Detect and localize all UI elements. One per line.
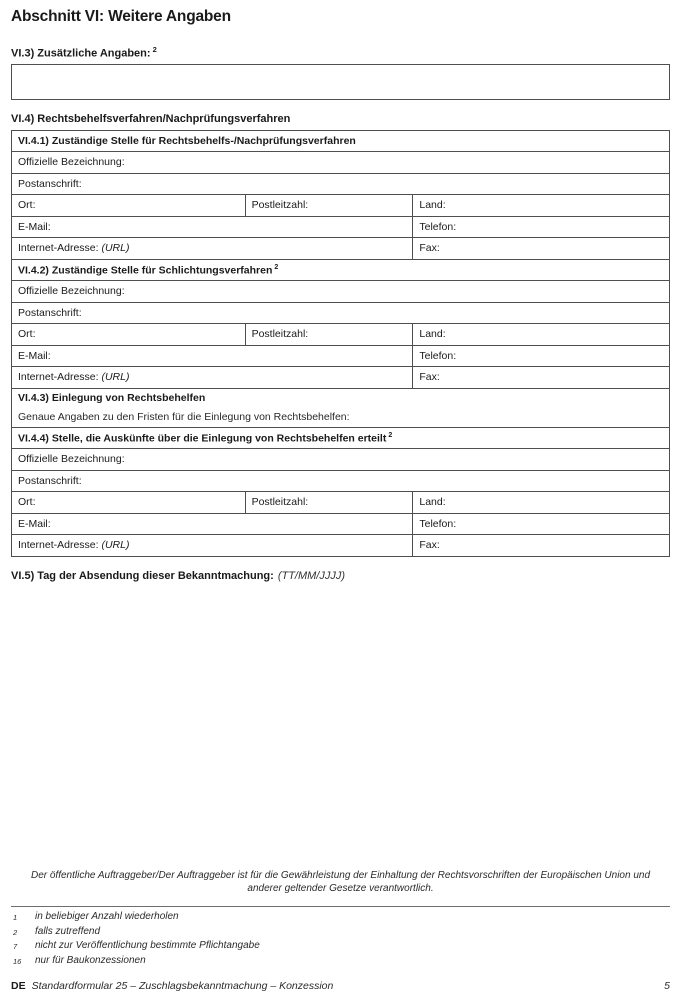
vi44-town-field: Ort: [12,492,246,514]
table-row [12,302,670,324]
vi44-postal-code-field: Postleitzahl: [245,492,413,514]
vi42-block-title: VI.4.2) Zuständige Stelle für Schlichtungsverfahren $^2$ [12,259,670,281]
vi42-town-field: Ort: [12,324,246,346]
url-hint: (URL) [101,371,130,384]
vi41-email-field: E-Mail: [12,216,413,238]
footnote-item [11,910,670,925]
vi44-phone-field: Telefon: [413,513,670,535]
page-footer [11,980,670,992]
section-vi5 [11,570,670,582]
vi43-deadline-info-field: Genaue Angaben zu den Fristen für die Einlegung von Rechtsbehelfen: [18,410,350,423]
table-row [12,513,670,535]
responsibility-disclaimer: Der öffentliche Auftraggeber/Der Auftraggeber ist für die Gewährleistung der Einhaltung der Rechtsvorschriften der Europäischen Union und anderer geltender Gesetze verantwortlich. [30,870,651,894]
table-row [12,216,670,238]
vi41-block-title: VI.4.1) Zuständige Stelle für Rechtsbehelfs-/Nachprüfungsverfahren [12,130,670,152]
table-row [12,388,670,427]
footnotes-list [11,910,670,968]
footnote-item [11,954,670,969]
vi3-label-text: VI.3) Zusätzliche Angaben: [11,47,151,60]
vi44-fax-field: Fax: [413,535,670,557]
table-row [12,535,670,557]
table-row [12,152,670,174]
vi42-postal-code-field: Postleitzahl: [245,324,413,346]
vi41-official-name-field: Offizielle Bezeichnung: [12,152,670,174]
footnote-text: in beliebiger Anzahl wiederholen [35,911,179,922]
table-row [12,345,670,367]
language-code: DE [11,980,26,992]
table-row [12,259,670,281]
url-hint: (URL) [101,539,130,552]
vi41-phone-field: Telefon: [413,216,670,238]
vi43-block [12,388,670,427]
footnote-item [11,925,670,940]
vi5-date-format-hint: (TT/MM/JJJJ) [277,569,346,582]
vi42-internet-address-field: Internet-Adresse: (URL) [12,367,413,389]
vi41-fax-field: Fax: [413,238,670,260]
vi41-postal-address-field: Postanschrift: [12,173,670,195]
form-title: Standardformular 25 – Zuschlagsbekanntmachung – Konzession [31,980,334,992]
vi44-postal-address-field: Postanschrift: [12,470,670,492]
table-row [12,449,670,471]
footnote-item [11,939,670,954]
table-row [12,427,670,449]
table-row [12,130,670,152]
form-page [11,0,670,1001]
table-row [12,173,670,195]
footnote-text: nicht zur Veröffentlichung bestimmte Pflichtangabe [35,940,260,951]
vi44-country-field: Land: [413,492,670,514]
section-vi3-label [11,45,670,60]
vi3-footnote-ref: 2 [152,45,157,54]
footnote-marker: 2 [13,927,18,937]
review-procedures-table [11,130,670,557]
table-row [12,238,670,260]
vi44-footnote-ref: 2 [388,431,393,439]
vi44-official-name-field: Offizielle Bezeichnung: [12,449,670,471]
table-row [12,195,670,217]
table-row [12,470,670,492]
table-row [12,492,670,514]
vi42-footnote-ref: 2 [274,263,279,271]
vi42-country-field: Land: [413,324,670,346]
vi5-label: VI.5) Tag der Absendung dieser Bekanntmachung: [11,569,274,582]
vi44-block-title: VI.4.4) Stelle, die Auskünfte über die Einlegung von Rechtsbehelfen erteilt $^2$ [12,427,670,449]
table-row [12,367,670,389]
vi42-official-name-field: Offizielle Bezeichnung: [12,281,670,303]
table-row [12,324,670,346]
vi41-internet-address-field: Internet-Adresse: (URL) [12,238,413,260]
footnote-marker: 1 [13,913,18,922]
vi3-additional-info-field [11,64,670,100]
footnote-marker: 7 [13,942,18,951]
vi44-internet-address-field: Internet-Adresse: (URL) [12,535,413,557]
footnote-text: falls zutreffend [35,925,101,937]
footnote-text: nur für Baukonzessionen [35,954,146,966]
page-title: Abschnitt VI: Weitere Angaben [11,8,231,25]
section-vi4-heading: VI.4) Rechtsbehelfsverfahren/Nachprüfungsverfahren [11,112,291,125]
vi41-postal-code-field: Postleitzahl: [245,195,413,217]
table-row [12,281,670,303]
vi42-postal-address-field: Postanschrift: [12,302,670,324]
vi42-email-field: E-Mail: [12,345,413,367]
vi42-phone-field: Telefon: [413,345,670,367]
footnote-marker: 16 [13,956,22,966]
vi41-town-field: Ort: [12,195,246,217]
page-number: 5 [664,980,670,992]
footnote-divider [11,906,670,907]
vi41-country-field: Land: [413,195,670,217]
url-hint: (URL) [101,242,130,255]
vi43-block-title: VI.4.3) Einlegung von Rechtsbehelfen [18,391,206,404]
vi44-email-field: E-Mail: [12,513,413,535]
vi42-fax-field: Fax: [413,367,670,389]
